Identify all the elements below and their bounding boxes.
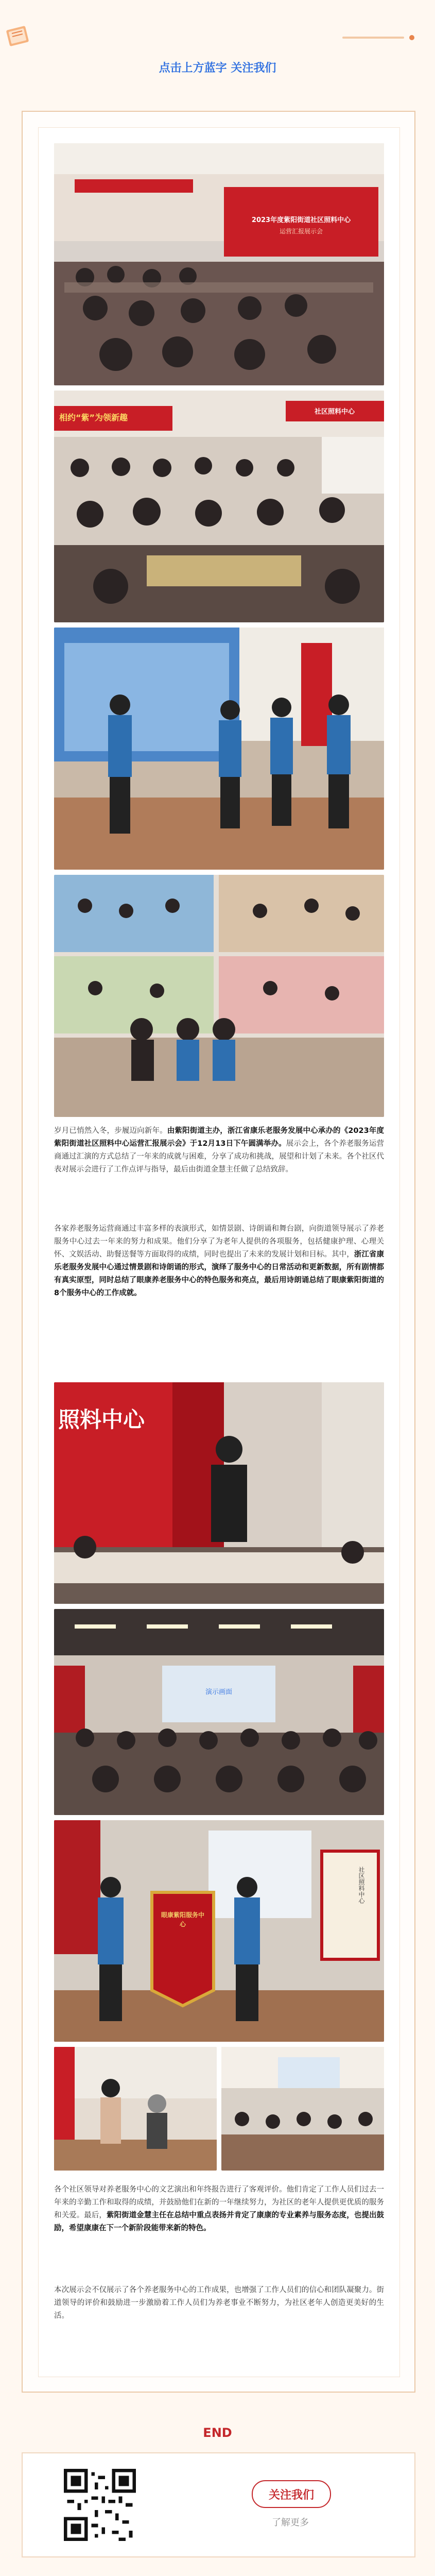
wide-room-image [54, 1609, 384, 1815]
flag-presentation-image [54, 1820, 384, 2042]
summary-paragraph [54, 2284, 384, 2323]
follow-hint-link[interactable]: 点击上方蓝字 关注我们 [159, 62, 276, 75]
scroll-text: 社区照料中心 [358, 1867, 365, 1904]
performance-paragraph [54, 1223, 384, 1300]
top-banner [0, 0, 435, 75]
intro-lead: 岁月已悄然入冬，步履迈向新年。 [54, 1127, 167, 1135]
conference-room-image [54, 143, 384, 385]
screen-subtitle: 运营汇报展示会 [279, 228, 323, 235]
header-decoration [342, 35, 414, 40]
flag-text: 眼康紫阳服务中心 [161, 1911, 204, 1928]
intro-paragraph [54, 1125, 384, 1176]
audience-image [54, 391, 384, 622]
intro-rest: 展示会上，各个养老服务运营商通过汇演的方式总结了一年来的成就与困难，分享了成功和挑战，展望和计划了未来。各个社区代表对展示会进行了工作点评与指导，最后由街道金慧主任做了总结致辞。 [54, 1140, 385, 1174]
event-photo-2 [54, 391, 384, 622]
end-marker: END [203, 2426, 232, 2440]
article-content [38, 127, 400, 2377]
performance-emphasis: 浙江省康乐老服务发展中心通过情景剧和诗朗诵的形式，演绎了服务中心的日常活动和更新数据，所有剧情都有真实原型，同时总结了眼康养老服务中心的特色服务和亮点，最后用诗朗诵总结了眼康紫阳街道的8个服务中心的工作成就。 [54, 1250, 385, 1297]
event-photo-4-collage [54, 875, 384, 1117]
evaluation-paragraph [54, 2183, 384, 2235]
follow-section [22, 2452, 415, 2557]
follow-us-button[interactable]: 关注我们 [252, 2480, 331, 2508]
book-icon [3, 21, 33, 52]
screen-caption: 演示画面 [205, 1688, 232, 1696]
screen-title: 2023年度紫阳街道社区照料中心 [251, 216, 351, 224]
article-card [22, 111, 415, 2393]
event-photo-1 [54, 143, 384, 385]
qr-code-icon[interactable] [64, 2469, 136, 2541]
banner-text: 相约“紫”为领新趣 [59, 413, 128, 422]
performance-text: 各家养老服务运营商通过丰富多样的表演形式，如情景剧、诗朗诵和舞台剧，向街道领导展示了养老服务中心过去一年来的努力和成果。他们分享了为老年人提供的各项服务，包括健康护理、心理关怀、文娱活动、助餐送餐等方面取得的成绩，同时也提出了未来的发展计划和目标。其中， [54, 1225, 384, 1259]
event-photo-6 [54, 1609, 384, 1815]
intro-emphasis: 由紫阳街道主办，浙江省康乐老服务发展中心承办的《2023年度紫阳街道社区照料中心运营汇报展示会》于12月13日下午圆满举办。 [54, 1127, 384, 1148]
collage-image [54, 875, 384, 1117]
evaluation-text: 各个社区领导对养老服务中心的文艺演出和年终报告进行了客观评价。他们肯定了工作人员们过去一年来的辛勤工作和取得的成绩，并鼓励他们在新的一年继续努力，为社区的老年人提供更优质的服务和关爱。最后， [54, 2185, 384, 2219]
event-photo-8 [54, 2047, 217, 2171]
event-photo-5 [54, 1382, 384, 1604]
activity-room-image [221, 2047, 384, 2171]
event-photo-9 [221, 2047, 384, 2171]
event-photo-3 [54, 628, 384, 870]
learn-more-link[interactable]: 了解更多 [272, 2517, 309, 2528]
summary-text: 本次展示会不仅展示了各个养老服务中心的工作成果，也增强了工作人员们的信心和团队凝聚力。街道领导的评价和鼓励进一步激励着工作人员们为养老事业不断努力，为社区老年人创造更美好的生活。 [54, 2286, 384, 2320]
elderly-service-image [54, 2047, 217, 2171]
evaluation-emphasis: 紫阳街道金慧主任在总结中重点表扬并肯定了康康的专业素养与服务态度，也提出鼓励，希望康康在下一个新阶段能带来新的特色。 [54, 2211, 385, 2232]
banner-text-2: 照料中心 [58, 1407, 145, 1432]
event-photo-7 [54, 1820, 384, 2042]
stage-performance-image [54, 628, 384, 870]
banner-right-text: 社区照料中心 [314, 408, 355, 416]
